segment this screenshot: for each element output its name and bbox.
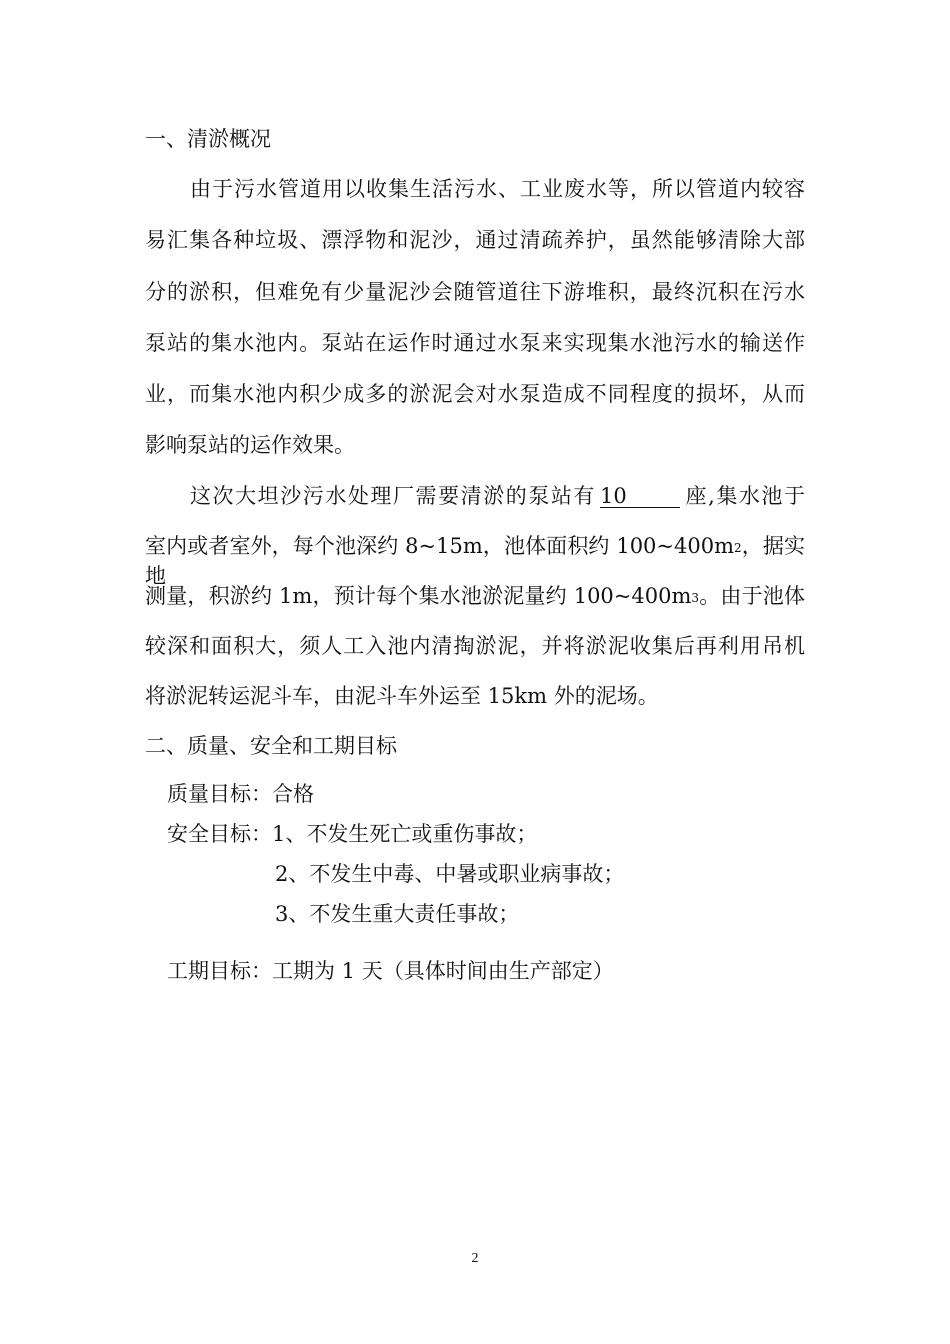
station-count-blank: 10 bbox=[600, 485, 680, 508]
section2-heading: 二、质量、安全和工期目标 bbox=[145, 734, 397, 758]
safety-goal-label: 安全目标： bbox=[167, 822, 272, 846]
safety-item-1: 1、不发生死亡或重伤事故； bbox=[272, 822, 538, 846]
paragraph-line-6: 影响泵站的运作效果。 bbox=[145, 433, 355, 457]
section1-heading: 一、清淤概况 bbox=[145, 127, 271, 151]
paragraph-line-5: 业，而集水池内积少成多的淤泥会对水泵造成不同程度的损坏，从而 bbox=[145, 382, 805, 406]
safety-item-3: 3、不发生重大责任事故； bbox=[275, 902, 520, 926]
safety-item-2: 2、不发生中毒、中暑或职业病事故； bbox=[275, 862, 625, 886]
para2-line2-after: ，据实地 bbox=[145, 534, 805, 588]
quality-goal: 质量目标：合格 bbox=[167, 782, 314, 806]
para2-line-5: 将淤泥转运泥斗车，由泥斗车外运至 15km 外的泥场。 bbox=[145, 684, 659, 708]
paragraph-line-4: 泵站的集水池内。泵站在运作时通过水泵来实现集水池污水的输送作 bbox=[145, 331, 805, 355]
para2-line1-before: 这次大坦沙污水处理厂需要清淤的泵站有 bbox=[190, 484, 596, 508]
para2-line-4: 较深和面积大，须人工入池内清掏淤泥，并将淤泥收集后再利用吊机 bbox=[145, 634, 805, 658]
paragraph-line-3: 分的淤积，但难免有少量泥沙会随管道往下游堆积，最终沉积在污水 bbox=[145, 280, 805, 304]
volume-unit-sub: 3 bbox=[691, 591, 700, 605]
safety-goal-row-1 bbox=[167, 820, 537, 848]
schedule-goal: 工期目标：工期为 1 天（具体时间由生产部定） bbox=[167, 959, 614, 983]
page-number: 2 bbox=[471, 1251, 479, 1266]
para2-line2-before: 室内或者室外，每个池深约 8~15m，池体面积约 100~400m bbox=[145, 534, 735, 558]
area-unit-sub: 2 bbox=[734, 541, 742, 555]
paragraph-line-1: 由于污水管道用以收集生活污水、工业废水等，所以管道内较容 bbox=[190, 177, 805, 201]
para2-line-1 bbox=[190, 482, 805, 510]
para2-line-3 bbox=[145, 582, 805, 612]
para2-line3-before: 测量，积淤约 1m，预计每个集水池淤泥量约 100~400m bbox=[145, 584, 692, 608]
para2-line3-after: 。由于池体 bbox=[699, 584, 806, 608]
paragraph-line-2: 易汇集各种垃圾、漂浮物和泥沙，通过清疏养护，虽然能够清除大部 bbox=[145, 228, 805, 252]
para2-line1-after: 座,集水池于 bbox=[683, 484, 805, 508]
